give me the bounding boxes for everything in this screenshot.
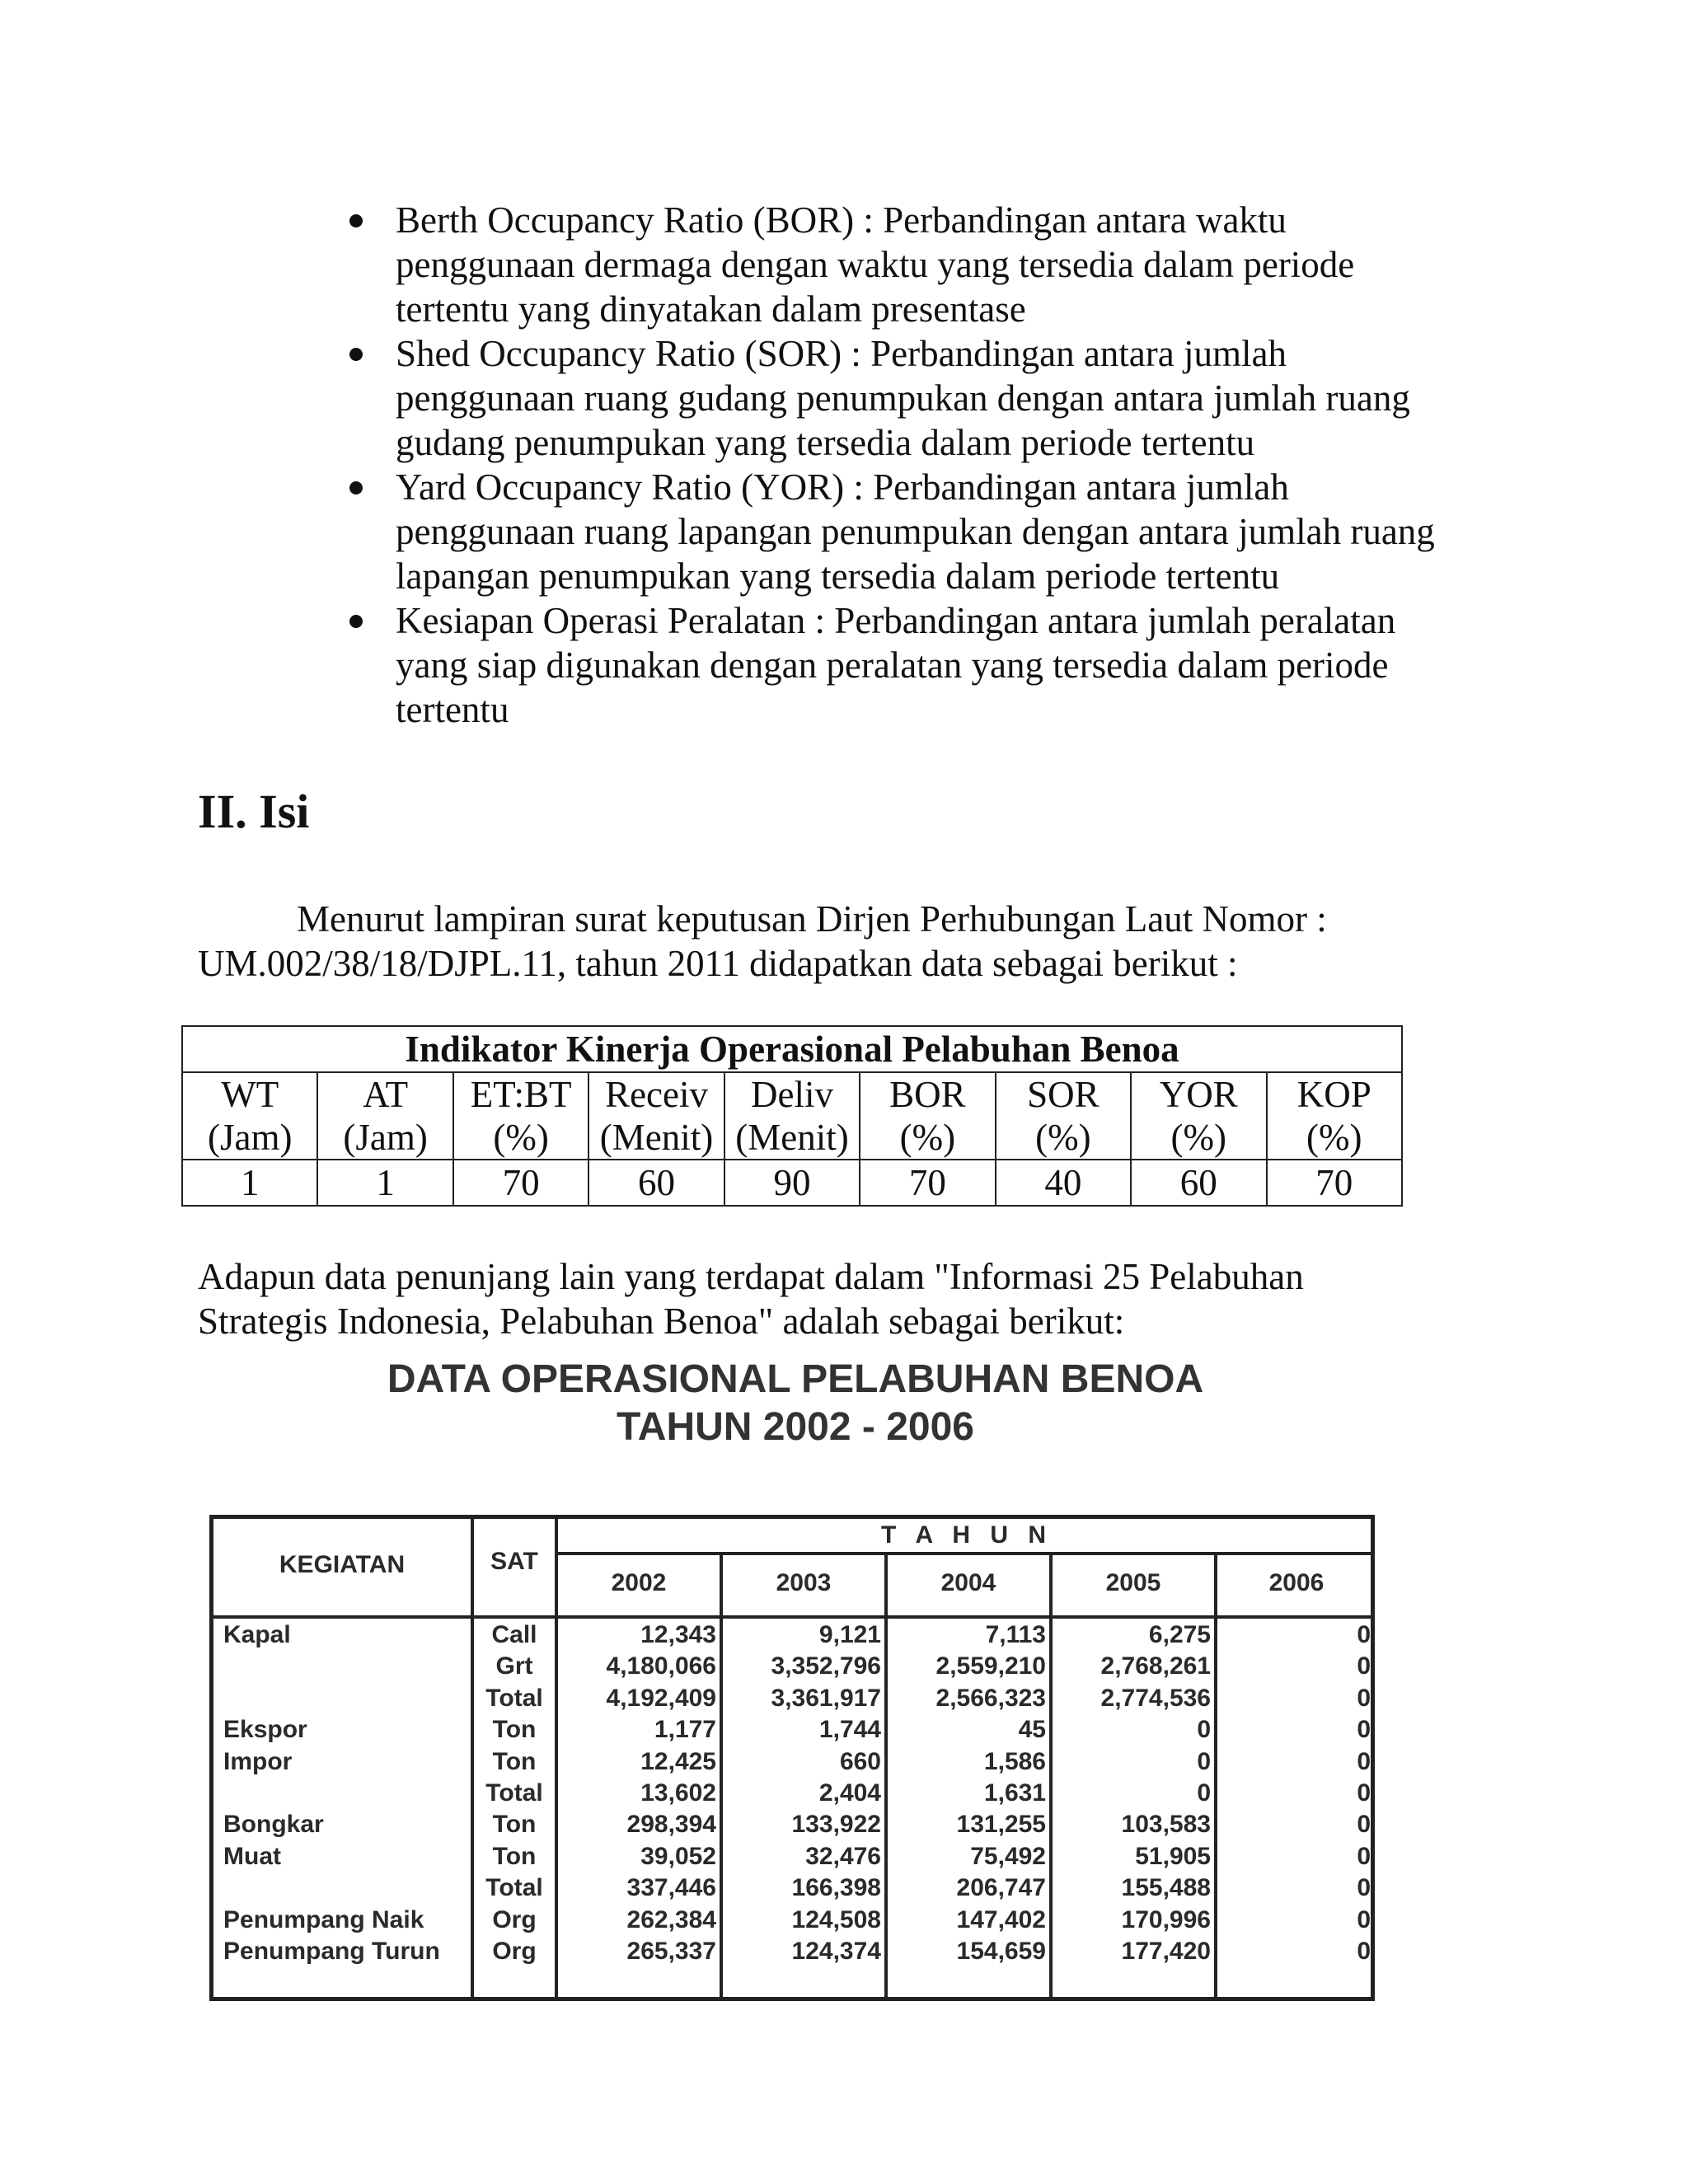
value-cell: 0: [1197, 1779, 1211, 1807]
value-cell: 2,404: [818, 1779, 881, 1807]
value-cell: 32,476: [805, 1842, 881, 1870]
value-cell: 0: [1357, 1779, 1371, 1807]
value-cell: 2,566,323: [935, 1684, 1046, 1712]
header-name: ET:BT: [470, 1074, 572, 1115]
header-year: 2003: [776, 1569, 832, 1596]
kinerja-value-cell: 1: [317, 1160, 452, 1206]
kinerja-header-cell: [182, 1072, 317, 1160]
sat-cell: Call: [491, 1621, 537, 1648]
value-cell: 2,774,536: [1100, 1684, 1211, 1712]
row-divider: [555, 1552, 1371, 1555]
header-unit: (Menit): [735, 1117, 849, 1158]
kinerja-table: [181, 1025, 1403, 1207]
sat-cell: Total: [485, 1684, 543, 1712]
definition-line: Shed Occupancy Ratio (SOR) : Perbandingan antara jumlah: [396, 333, 1287, 374]
kinerja-header-cell: [1267, 1072, 1403, 1160]
kegiatan-cell: [223, 1778, 471, 1809]
kinerja-value-cell: 90: [724, 1160, 860, 1206]
value-cell: 131,255: [956, 1811, 1046, 1839]
kegiatan-cell: [223, 1872, 471, 1904]
value-cell: 0: [1197, 1747, 1211, 1775]
sat-cell: Grt: [495, 1652, 533, 1680]
value-cell: 1,631: [983, 1779, 1046, 1807]
kegiatan-cell: Bongkar: [223, 1811, 324, 1839]
value-cell: 45: [1018, 1716, 1046, 1744]
header-unit: (Jam): [343, 1117, 428, 1158]
kegiatan-cell: Ekspor: [223, 1716, 307, 1744]
header-unit: (Jam): [207, 1117, 293, 1158]
intro-line-2: UM.002/38/18/DJPL.11, tahun 2011 didapatkan data sebagai berikut :: [198, 943, 1238, 984]
sat-cell: Total: [485, 1779, 543, 1807]
value-cell: 4,180,066: [606, 1652, 716, 1680]
kegiatan-column: [223, 1619, 471, 1967]
definition-line: tertentu: [396, 689, 509, 730]
value-cell: 660: [839, 1747, 881, 1775]
ops-title-line-2: TAHUN 2002 - 2006: [617, 1405, 974, 1449]
header-name: WT: [221, 1074, 279, 1115]
kegiatan-cell: Impor: [223, 1747, 293, 1775]
definition-line: Yard Occupancy Ratio (YOR) : Perbandingan antara jumlah: [396, 466, 1289, 508]
sat-cell: Ton: [492, 1811, 537, 1839]
header-kegiatan: KEGIATAN: [279, 1551, 406, 1578]
definition-line: penggunaan dermaga dengan waktu yang tersedia dalam periode: [396, 244, 1355, 285]
support-line-1: Adapun data penunjang lain yang terdapat dalam "Informasi 25 Pelabuhan: [198, 1256, 1304, 1297]
header-unit: (%): [493, 1117, 549, 1158]
value-cell: 166,398: [791, 1874, 881, 1902]
kinerja-header-cell: [1131, 1072, 1266, 1160]
value-cell: 337,446: [626, 1874, 716, 1902]
header-unit: (%): [1035, 1117, 1091, 1158]
intro-line-1: Menurut lampiran surat keputusan Dirjen Perhubungan Laut Nomor :: [297, 898, 1327, 940]
value-cell: 147,402: [956, 1905, 1046, 1933]
value-cell: 3,352,796: [771, 1652, 881, 1680]
bullet-icon: [349, 615, 363, 628]
definition-line: tertentu yang dinyatakan dalam presentase: [396, 288, 1026, 330]
ops-table: [209, 1515, 1375, 2001]
header-unit: (Menit): [599, 1117, 714, 1158]
kegiatan-cell: Penumpang Turun: [223, 1937, 440, 1965]
kinerja-header-cell: [588, 1072, 724, 1160]
bullet-icon: [349, 214, 363, 227]
kegiatan-cell: [223, 1651, 471, 1682]
definition-list: [346, 198, 1500, 732]
value-cell: 298,394: [626, 1811, 716, 1839]
kinerja-value-cell: 70: [1267, 1160, 1403, 1206]
value-cell: 0: [1357, 1905, 1371, 1933]
kinerja-value-cell: 1: [182, 1160, 317, 1206]
value-cell: 154,659: [956, 1937, 1046, 1965]
kegiatan-cell: Muat: [223, 1842, 281, 1870]
definition-item-kop: [346, 598, 1500, 732]
value-cell: 12,343: [640, 1621, 716, 1648]
sat-cell: Ton: [492, 1842, 537, 1870]
value-cell: 2,559,210: [935, 1652, 1046, 1680]
definition-line: penggunaan ruang gudang penumpukan dengan antara jumlah ruang: [396, 377, 1410, 419]
value-cell: 170,996: [1121, 1905, 1211, 1933]
value-cell: 0: [1357, 1652, 1371, 1680]
kinerja-value-cell: 60: [588, 1160, 724, 1206]
value-cell: 51,905: [1135, 1842, 1211, 1870]
value-cell: 177,420: [1121, 1937, 1211, 1965]
value-cell: 0: [1357, 1842, 1371, 1870]
header-name: BOR: [889, 1074, 966, 1115]
value-cell: 0: [1357, 1937, 1371, 1965]
kinerja-header-cell: [860, 1072, 995, 1160]
header-year: 2006: [1268, 1569, 1325, 1596]
bullet-icon: [349, 481, 363, 494]
support-line-2: Strategis Indonesia, Pelabuhan Benoa" adalah sebagai berikut:: [198, 1301, 1125, 1342]
kinerja-value-cell: 70: [453, 1160, 588, 1206]
sat-cell: Ton: [492, 1747, 537, 1775]
kinerja-header-cell: [317, 1072, 452, 1160]
sat-cell: Org: [492, 1905, 537, 1933]
header-name: Deliv: [750, 1074, 833, 1115]
header-year: 2004: [940, 1569, 996, 1596]
sat-cell: Ton: [492, 1716, 537, 1744]
kinerja-value-cell: 40: [996, 1160, 1131, 1206]
section-heading: II. Isi: [198, 785, 310, 838]
value-cell: 0: [1357, 1621, 1371, 1648]
definition-line: Berth Occupancy Ratio (BOR) : Perbandingan antara waktu: [396, 199, 1287, 241]
header-unit: (%): [1306, 1117, 1362, 1158]
value-cell: 4,192,409: [606, 1684, 716, 1712]
definition-line: gudang penumpukan yang tersedia dalam periode tertentu: [396, 422, 1255, 463]
kinerja-value-cell: 70: [860, 1160, 995, 1206]
value-cell: 3,361,917: [771, 1684, 881, 1712]
header-year: 2005: [1105, 1569, 1161, 1596]
value-cell: 265,337: [626, 1937, 716, 1965]
value-cell: 0: [1357, 1747, 1371, 1775]
value-cell: 75,492: [970, 1842, 1046, 1870]
kinerja-table-title: Indikator Kinerja Operasional Pelabuhan Benoa: [182, 1026, 1402, 1072]
row-divider: [213, 1615, 1371, 1619]
definition-line: penggunaan ruang lapangan penumpukan dengan antara jumlah ruang: [396, 511, 1435, 552]
bullet-icon: [349, 348, 363, 361]
header-name: SOR: [1027, 1074, 1100, 1115]
value-cell: 262,384: [626, 1905, 716, 1933]
value-cell: 124,374: [791, 1937, 881, 1965]
definition-line: lapangan penumpukan yang tersedia dalam periode tertentu: [396, 555, 1280, 597]
sat-cell: Org: [492, 1937, 537, 1965]
kinerja-header-cell: [724, 1072, 860, 1160]
sat-column: [474, 1619, 555, 1967]
header-unit: (%): [899, 1117, 956, 1158]
definition-item-yor: [346, 465, 1500, 598]
value-cell: 2,768,261: [1100, 1652, 1211, 1680]
year-2004-column: [888, 1619, 1046, 1967]
definition-line: yang siap digunakan dengan peralatan yang tersedia dalam periode: [396, 644, 1389, 686]
value-cell: 12,425: [640, 1747, 716, 1775]
value-cell: 0: [1357, 1684, 1371, 1712]
value-cell: 0: [1357, 1716, 1371, 1744]
kegiatan-cell: Kapal: [223, 1621, 291, 1648]
value-cell: 1,586: [983, 1747, 1046, 1775]
value-cell: 124,508: [791, 1905, 881, 1933]
value-cell: 155,488: [1121, 1874, 1211, 1902]
value-cell: 1,744: [818, 1716, 881, 1744]
definition-item-bor: [346, 198, 1500, 331]
value-cell: 39,052: [640, 1842, 716, 1870]
value-cell: 7,113: [985, 1621, 1046, 1648]
value-cell: 6,275: [1148, 1621, 1211, 1648]
value-cell: 0: [1357, 1811, 1371, 1839]
header-tahun: T A H U N: [880, 1521, 1053, 1549]
header-name: YOR: [1159, 1074, 1238, 1115]
value-cell: 0: [1357, 1874, 1371, 1902]
definition-line: Kesiapan Operasi Peralatan : Perbandingan antara jumlah peralatan: [396, 600, 1396, 641]
support-paragraph: [198, 1254, 1467, 1343]
value-cell: 103,583: [1121, 1811, 1211, 1839]
value-cell: 206,747: [956, 1874, 1046, 1902]
value-cell: 13,602: [640, 1779, 716, 1807]
year-2006-column: [1217, 1619, 1371, 1967]
value-cell: 1,177: [654, 1716, 716, 1744]
value-cell: 9,121: [818, 1621, 881, 1648]
year-2002-column: [558, 1619, 716, 1967]
header-sat: SAT: [490, 1548, 538, 1575]
kinerja-header-cell: [996, 1072, 1131, 1160]
definition-item-sor: [346, 331, 1500, 465]
value-cell: 0: [1197, 1716, 1211, 1744]
value-cell: 133,922: [791, 1811, 881, 1839]
kinerja-value-cell: 60: [1131, 1160, 1266, 1206]
header-name: KOP: [1296, 1074, 1372, 1115]
year-2003-column: [723, 1619, 881, 1967]
ops-title-line-1: DATA OPERASIONAL PELABUHAN BENOA: [387, 1357, 1204, 1401]
header-name: Receiv: [605, 1074, 708, 1115]
header-year: 2002: [611, 1569, 667, 1596]
year-2005-column: [1053, 1619, 1211, 1967]
sat-cell: Total: [485, 1874, 543, 1902]
kegiatan-cell: [223, 1683, 471, 1714]
kinerja-header-cell: [453, 1072, 588, 1160]
header-unit: (%): [1170, 1117, 1227, 1158]
header-name: AT: [363, 1074, 409, 1115]
kegiatan-cell: Penumpang Naik: [223, 1905, 424, 1933]
intro-paragraph: [198, 897, 1467, 986]
